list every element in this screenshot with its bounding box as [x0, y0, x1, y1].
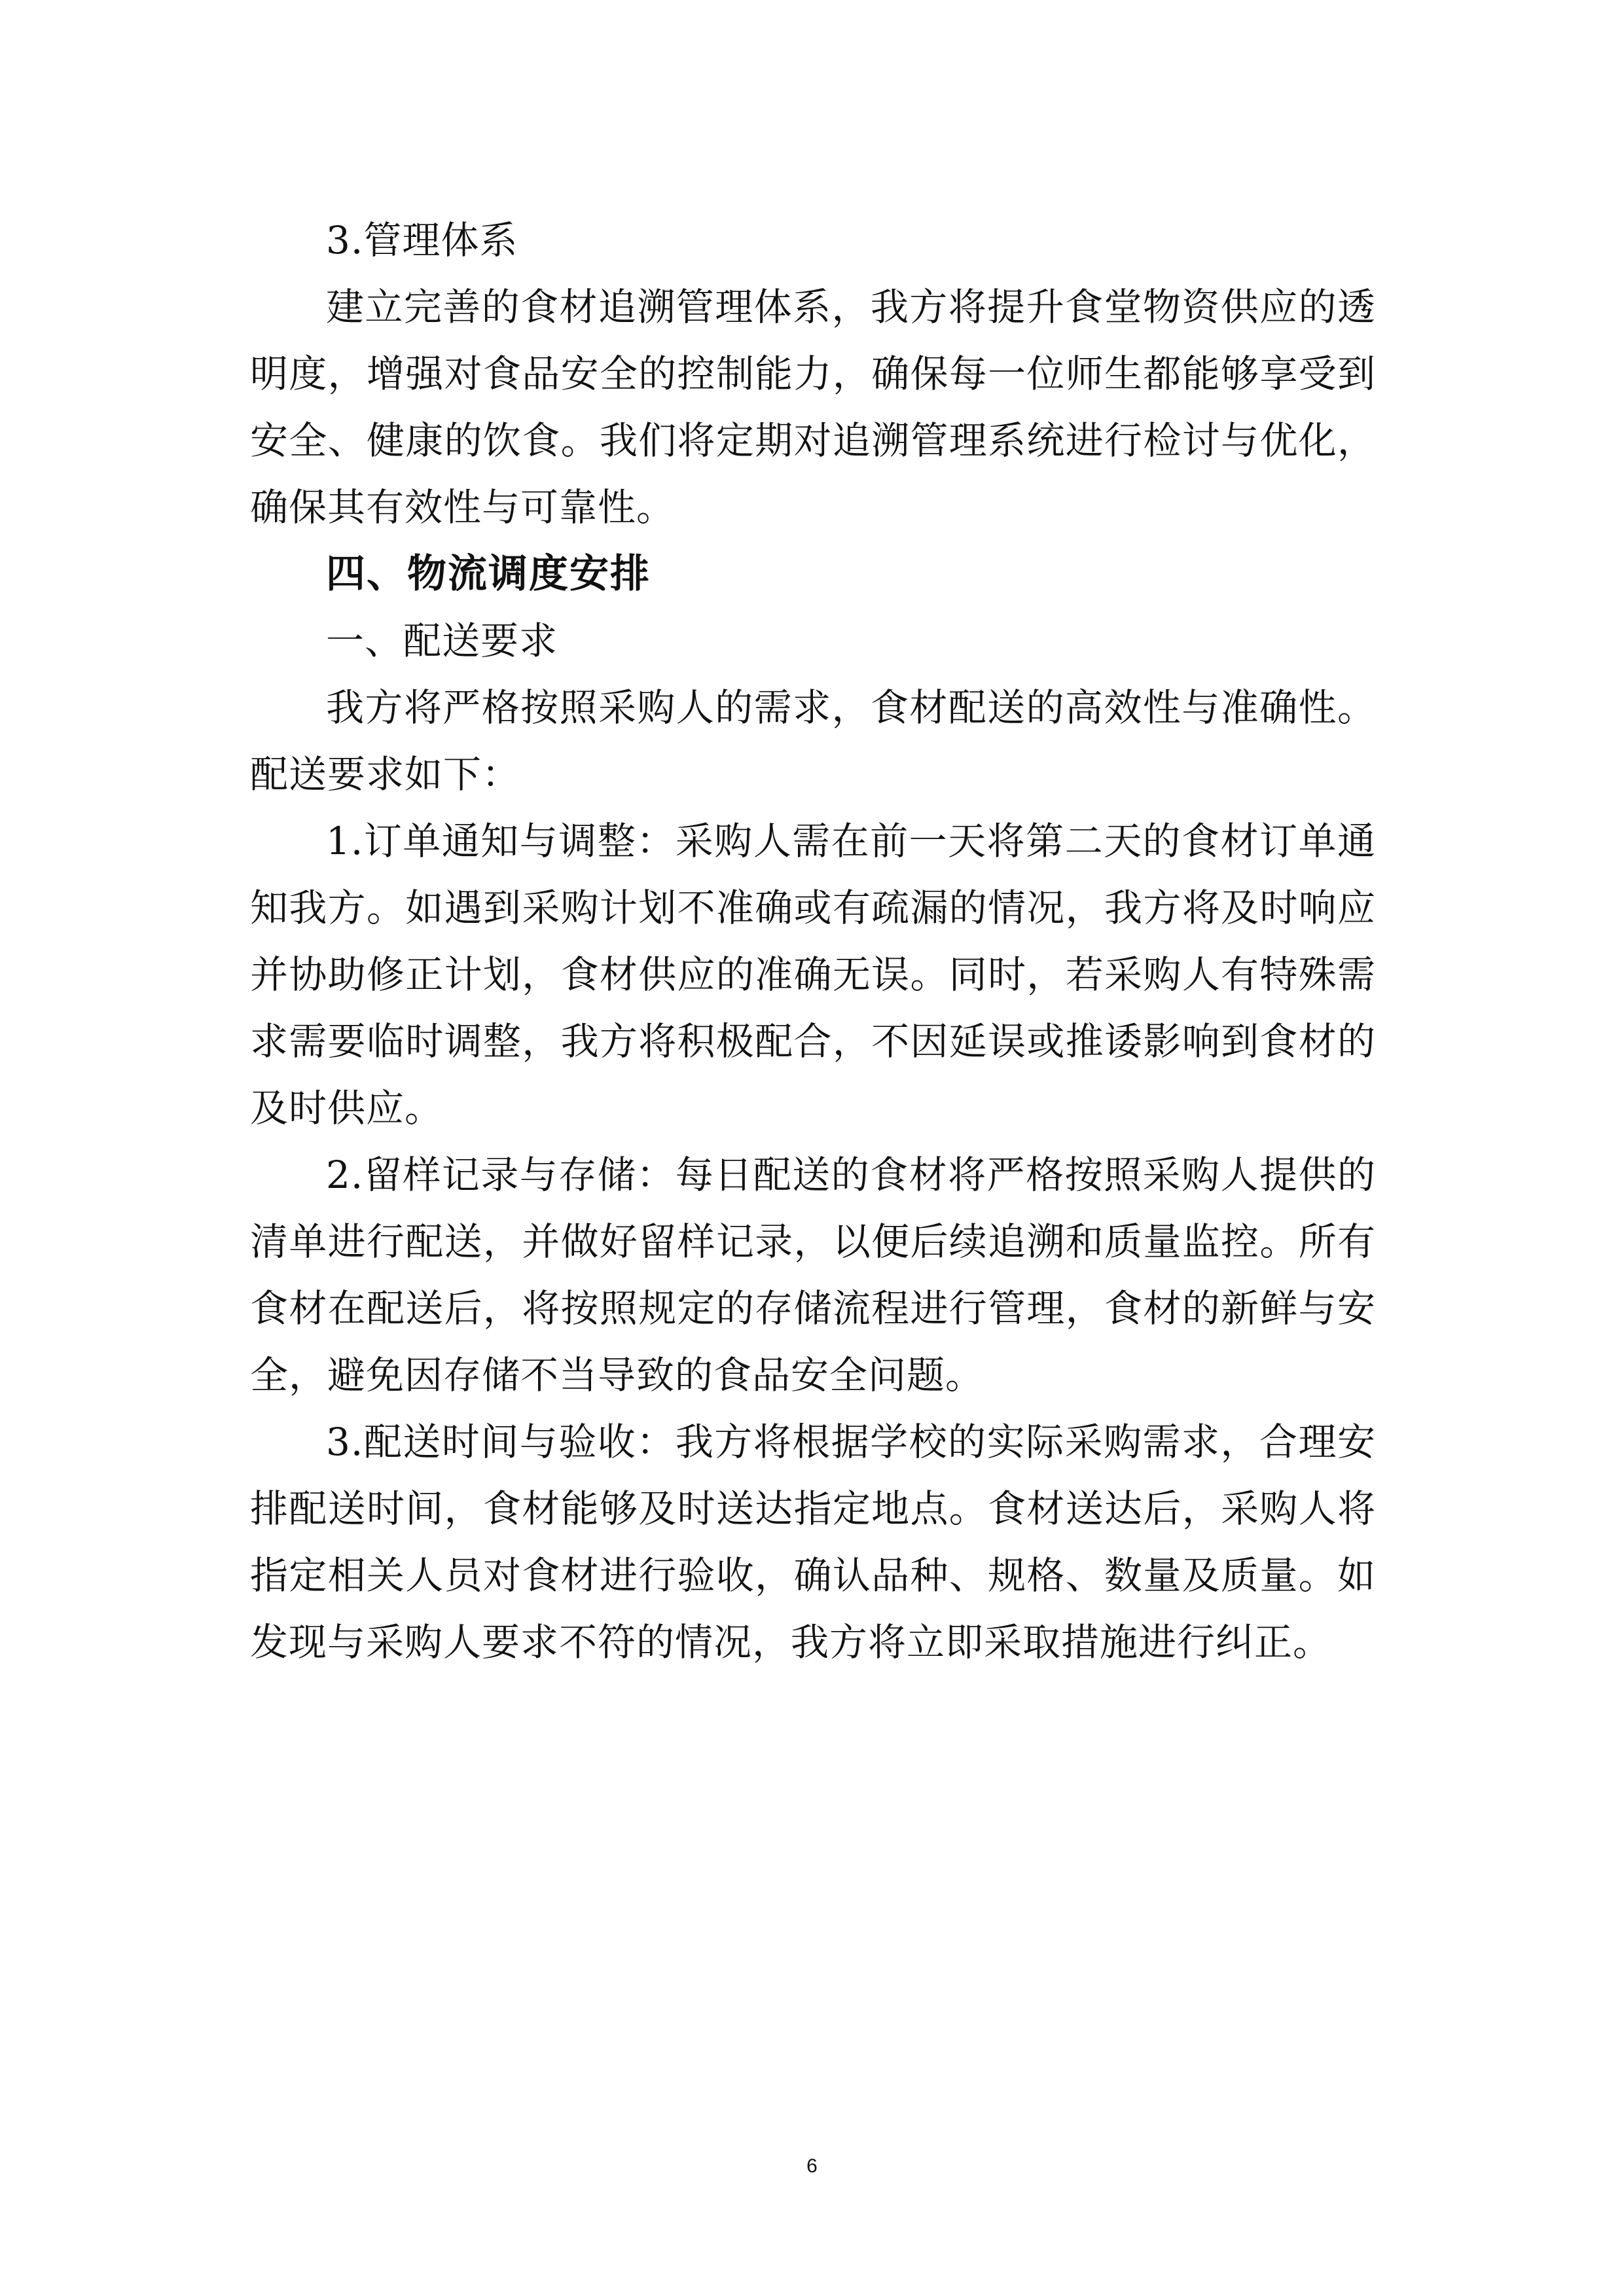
- document-body: [250, 207, 1376, 1676]
- paragraph-delivery-time-acceptance: 3.配送时间与验收：我方将根据学校的实际采购需求，合理安排配送时间，食材能够及时送达指定地点。食材送达后，采购人将指定相关人员对食材进行验收，确认品种、规格、数量及质量。如发现与采购人要求不符的情况，我方将立即采取措施进行纠正。: [250, 1420, 1376, 1664]
- section-heading-logistics: 四、物流调度安排: [326, 551, 651, 597]
- paragraph-sample-retention: 2.留样记录与存储：每日配送的食材将严格按照采购人提供的清单进行配送，并做好留样记录，以便后续追溯和质量监控。所有食材在配送后，将按照规定的存储流程进行管理，食材的新鲜与安全，避免因存储不当导致的食品安全问题。: [250, 1153, 1376, 1397]
- paragraph-traceability-system: 建立完善的食材追溯管理体系，我方将提升食堂物资供应的透明度，增强对食品安全的控制能力，确保每一位师生都能够享受到安全、健康的饮食。我们将定期对追溯管理系统进行检讨与优化，确保其有效性与可靠性。: [250, 285, 1376, 529]
- paragraph-order-notification: 1.订单通知与调整：采购人需在前一天将第二天的食材订单通知我方。如遇到采购计划不准确或有疏漏的情况，我方将及时响应并协助修正计划，食材供应的准确无误。同时，若采购人有特殊需求需要临时调整，我方将积极配合，不因延误或推诿影响到食材的及时供应。: [250, 819, 1376, 1130]
- page-number: 6: [806, 2155, 818, 2177]
- subsection-title-management-system: 3.管理体系: [326, 218, 518, 262]
- subsection-title-delivery-requirements: 一、配送要求: [326, 619, 558, 663]
- paragraph-delivery-intro: 我方将严格按照采购人的需求，食材配送的高效性与准确性。配送要求如下：: [250, 685, 1376, 797]
